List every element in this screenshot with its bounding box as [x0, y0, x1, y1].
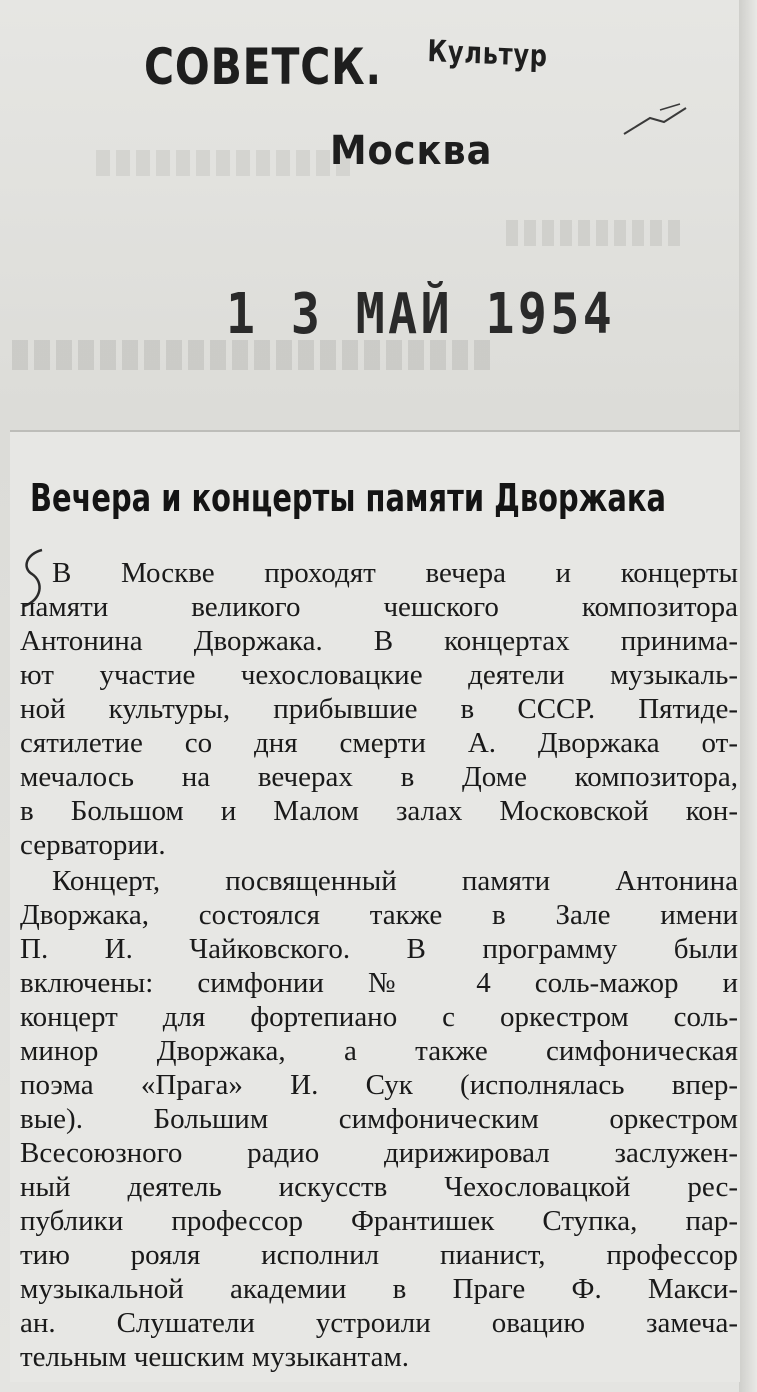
- text-line: серватории.: [20, 829, 166, 861]
- text-line: Дворжака, состоялся также в Зале имени: [20, 899, 738, 931]
- pencil-mark-icon: [620, 100, 690, 140]
- text-line: публики профессор Франтишек Ступка, пар-: [20, 1205, 738, 1237]
- text-line: В Москве проходят вечера и концерты: [52, 557, 738, 589]
- city-stamp: Москва: [330, 128, 493, 174]
- text-line: памяти великого чешского композитора: [20, 591, 738, 623]
- section-stamp: Культур: [427, 34, 549, 75]
- sheet-edge: [739, 0, 757, 1392]
- text-line: вые). Большим симфоническим оркестром: [20, 1103, 738, 1135]
- text-line: Концерт, посвященный памяти Антонина: [52, 865, 738, 897]
- text-line: Всесоюзного радио дирижировал заслужен-: [20, 1137, 738, 1169]
- text-line: ан. Слушатели устроили овацию замеча-: [20, 1307, 738, 1339]
- text-line: П. И. Чайковского. В программу были: [20, 933, 738, 965]
- text-line: в Большом и Малом залах Московской кон-: [20, 795, 738, 827]
- text-line: ный деятель искусств Чехословацкой рес-: [20, 1171, 738, 1203]
- text-line: тию рояля исполнил пианист, профессор: [20, 1239, 738, 1271]
- text-line: музыкальной академии в Праге Ф. Макси-: [20, 1273, 738, 1305]
- text-line: мечалось на вечерах в Доме композитора,: [20, 761, 738, 793]
- newspaper-stamp: СОВЕТСК.: [144, 38, 382, 96]
- bleed-through-mark: [90, 150, 350, 176]
- text-line: поэма «Прага» И. Сук (исполнялась впер-: [20, 1069, 738, 1101]
- text-line: включены: симфонии № 4 соль-мажор и: [20, 967, 738, 999]
- date-stamp: 1 3 МАЙ 1954: [226, 282, 616, 347]
- text-line: ют участие чехословацкие деятели музыкаль-: [20, 659, 738, 691]
- text-line: тельным чешским музыкантам.: [20, 1341, 410, 1373]
- article-paragraph-2: [20, 864, 738, 1374]
- text-line: минор Дворжака, а также симфоническая: [20, 1035, 738, 1067]
- bleed-through-mark: [500, 220, 680, 246]
- text-line: ной культуры, прибывшие в СССР. Пятиде-: [20, 693, 738, 725]
- article-paragraph-1: [20, 556, 738, 862]
- text-line: Антонина Дворжака. В концертах принима-: [20, 625, 738, 657]
- article-headline: Вечера и концерты памяти Дворжака: [30, 476, 666, 520]
- text-line: концерт для фортепиано с оркестром соль-: [20, 1001, 738, 1033]
- text-line: сятилетие со дня смерти А. Дворжака от-: [20, 727, 738, 759]
